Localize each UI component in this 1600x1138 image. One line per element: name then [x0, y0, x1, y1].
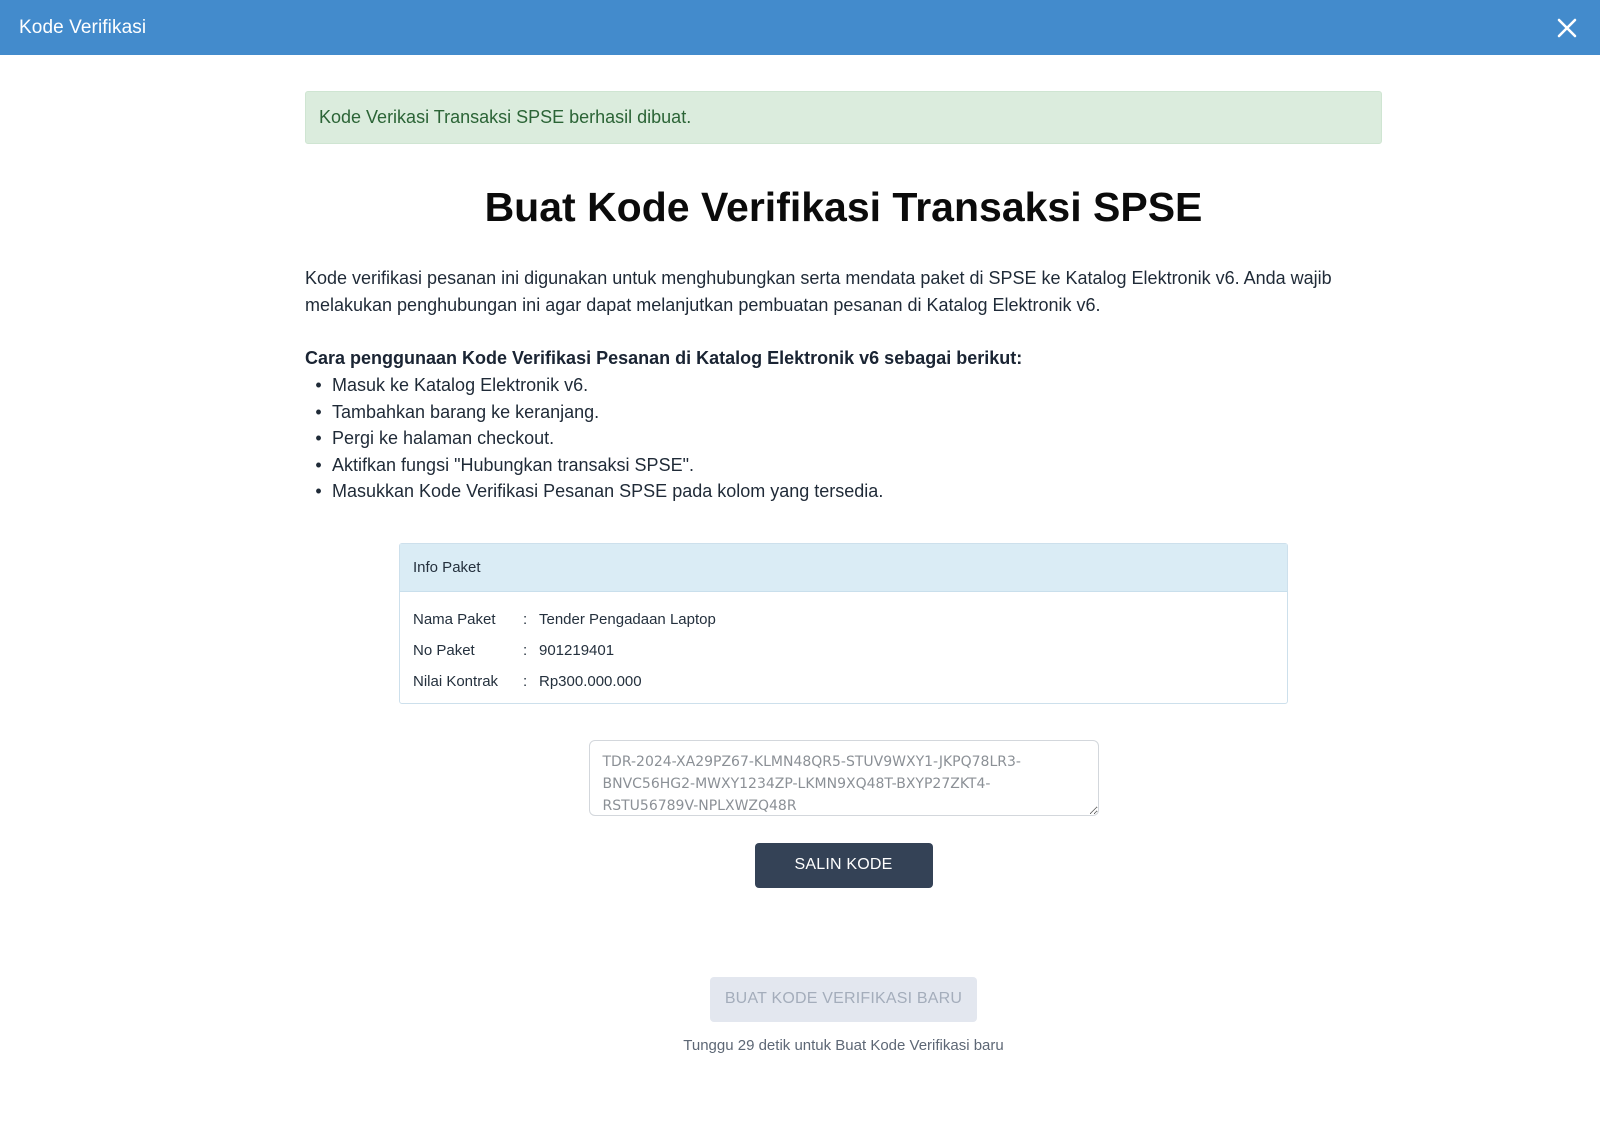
- create-new-code-button[interactable]: BUAT KODE VERIFIKASI BARU: [710, 977, 977, 1022]
- bullet: •: [315, 375, 322, 395]
- copy-code-button[interactable]: SALIN KODE: [755, 843, 933, 888]
- wait-countdown-note: Tunggu 29 detik untuk Buat Kode Verifikasi baru: [683, 1036, 1004, 1054]
- list-item: • Tambahkan barang ke keranjang.: [305, 399, 1382, 426]
- howto-title: Cara penggunaan Kode Verifikasi Pesanan di Katalog Elektronik v6 sebagai berikut:: [305, 348, 1023, 368]
- dialog-header: [0, 0, 1600, 55]
- info-row-nilai-kontrak: [413, 666, 1274, 697]
- page-title: Buat Kode Verifikasi Transaksi SPSE: [484, 184, 1203, 230]
- steps-list: [305, 372, 1382, 505]
- bullet: •: [315, 428, 322, 448]
- info-separator: :: [523, 641, 528, 659]
- info-label: Nilai Kontrak: [413, 672, 499, 690]
- close-button[interactable]: [1555, 16, 1579, 40]
- bullet: •: [315, 401, 322, 422]
- dialog-content: [305, 91, 1382, 1054]
- info-separator: :: [523, 672, 528, 690]
- bullet: •: [315, 454, 322, 475]
- dialog-title: Kode Verifikasi: [19, 16, 147, 38]
- info-separator: :: [523, 610, 528, 628]
- info-paket-card: [399, 543, 1288, 704]
- list-item: • Masuk ke Katalog Elektronik v6.: [305, 372, 1382, 399]
- info-label: No Paket: [413, 641, 475, 659]
- verification-code-wrapper: [589, 740, 1099, 816]
- list-item: • Aktifkan fungsi "Hubungkan transaksi SPSE".: [305, 452, 1382, 479]
- list-item: • Masukkan Kode Verifikasi Pesanan SPSE pada kolom yang tersedia.: [305, 478, 1382, 505]
- success-alert: [305, 91, 1382, 144]
- info-row-nama-paket: [413, 604, 1274, 635]
- info-value: Tender Pengadaan Laptop: [539, 610, 716, 628]
- info-label: Nama Paket: [413, 610, 496, 628]
- close-icon: [1557, 18, 1577, 38]
- intro-paragraph: Kode verifikasi pesanan ini digunakan untuk menghubungkan serta mendata paket di SPSE ke Katalog Elektronik v6. Anda wajib melakukan penghubungan ini agar dapat melanjutkan pembuatan pesanan di Katalog Elektronik v6.: [305, 268, 1332, 315]
- info-paket-header: Info Paket: [400, 544, 1287, 592]
- success-alert-message: Kode Verikasi Transaksi SPSE berhasil dibuat.: [319, 107, 692, 127]
- info-row-no-paket: [413, 635, 1274, 666]
- info-value: 901219401: [539, 641, 615, 659]
- verification-code-textarea[interactable]: [589, 740, 1099, 816]
- bullet: •: [315, 481, 322, 501]
- info-paket-body: [400, 592, 1287, 703]
- info-value: Rp300.000.000: [539, 672, 642, 690]
- list-item: • Pergi ke halaman checkout.: [305, 425, 1382, 452]
